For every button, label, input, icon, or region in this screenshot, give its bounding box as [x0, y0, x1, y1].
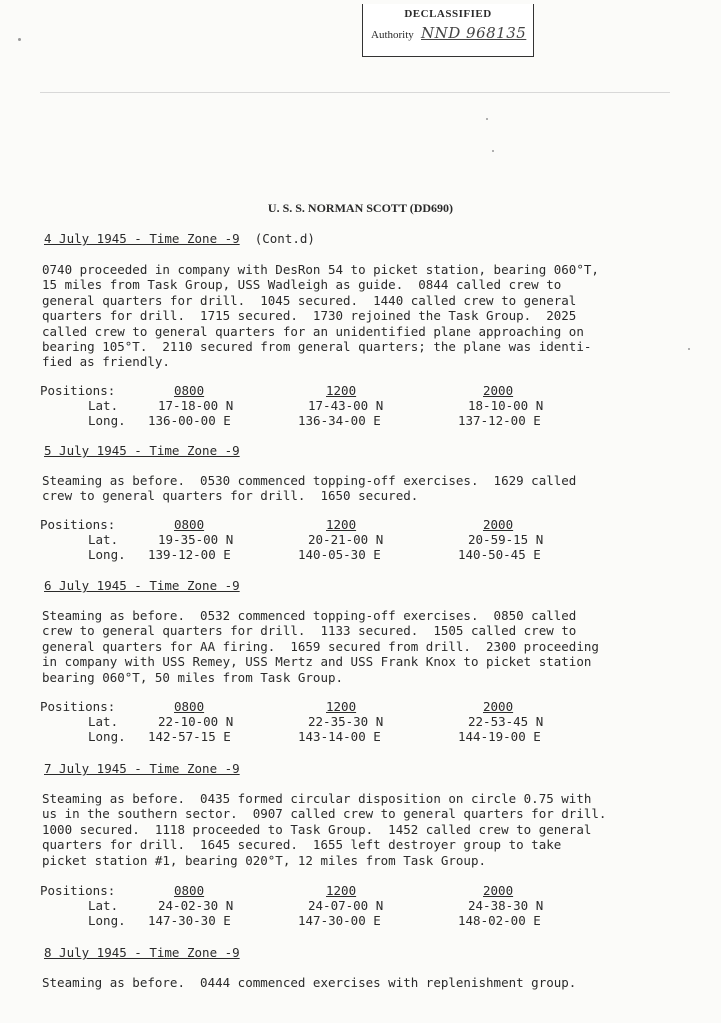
- position-time: 2000: [483, 383, 514, 398]
- positions-label: Positions:: [40, 699, 116, 714]
- scan-speck: [688, 348, 690, 350]
- position-long: 142-57-15 E: [148, 729, 231, 744]
- position-long: 139-12-00 E: [148, 547, 231, 562]
- day-entry: [42, 975, 576, 990]
- scan-speck: [486, 118, 488, 120]
- lat-label: Lat.: [88, 532, 119, 547]
- position-time: 0800: [174, 883, 205, 898]
- long-label: Long.: [88, 413, 126, 428]
- position-time: 2000: [483, 517, 514, 532]
- day-date: 8 July 1945 - Time Zone -9: [44, 945, 240, 960]
- positions-block: [40, 383, 680, 431]
- entry-line: us in the southern sector. 0907 called crew to general quarters for drill.: [42, 806, 607, 822]
- day-heading: [44, 578, 240, 593]
- position-long: 147-30-00 E: [298, 913, 381, 928]
- entry-line: Steaming as before. 0532 commenced topping-off exercises. 0850 called: [42, 608, 577, 623]
- entry-line: crew to general quarters for drill. 1650 secured.: [42, 488, 419, 504]
- day-entry: [42, 608, 599, 685]
- day-heading: [44, 945, 240, 960]
- position-long: 137-12-00 E: [458, 413, 541, 428]
- entry-line: called crew to general quarters for an unidentified plane approaching on: [42, 323, 584, 339]
- position-long: 140-50-45 E: [458, 547, 541, 562]
- lat-label: Lat.: [88, 714, 119, 729]
- position-lat: 22-10-00 N: [158, 714, 234, 729]
- long-label: Long.: [88, 547, 126, 562]
- day-entry: [42, 262, 599, 370]
- position-time: 1200: [326, 699, 357, 714]
- stamp-authority-code: NND 968135: [421, 24, 527, 42]
- position-time: 1200: [326, 383, 357, 398]
- entry-line: bearing 060°T, 50 miles from Task Group.: [42, 669, 344, 685]
- stamp-authority-label: Authority: [371, 29, 414, 41]
- position-time: 2000: [483, 883, 514, 898]
- entry-line: Steaming as before. 0435 formed circular disposition on circle 0.75 with: [42, 791, 592, 806]
- declassified-stamp: [362, 4, 534, 57]
- position-lat: 24-38-30 N: [468, 898, 544, 913]
- position-long: 136-34-00 E: [298, 413, 381, 428]
- position-long: 147-30-30 E: [148, 913, 231, 928]
- day-entry: [42, 791, 606, 868]
- positions-label: Positions:: [40, 383, 116, 398]
- entry-line: Steaming as before. 0530 commenced topping-off exercises. 1629 called: [42, 473, 577, 488]
- document-title: U. S. S. NORMAN SCOTT (DD690): [267, 201, 454, 215]
- entry-line: 0740 proceeded in company with DesRon 54 to picket station, bearing 060°T,: [42, 262, 599, 277]
- scan-artifact: [40, 92, 670, 93]
- entry-line: general quarters for drill. 1045 secured. 1440 called crew to general: [42, 292, 577, 308]
- day-heading: [44, 761, 240, 776]
- position-lat: 24-07-00 N: [308, 898, 384, 913]
- stamp-title: DECLASSIFIED: [404, 8, 492, 20]
- entry-line: 15 miles from Task Group, USS Wadleigh as guide. 0844 called crew to: [42, 277, 562, 293]
- entry-line: bearing 105°T. 2110 secured from general quarters; the plane was identi-: [42, 339, 592, 355]
- lat-label: Lat.: [88, 898, 119, 913]
- entry-line: Steaming as before. 0444 commenced exercises with replenishment group.: [42, 975, 577, 990]
- position-long: 143-14-00 E: [298, 729, 381, 744]
- entry-line: crew to general quarters for drill. 1133 secured. 1505 called crew to: [42, 623, 577, 639]
- positions-block: [40, 699, 680, 747]
- entry-line: in company with USS Remey, USS Mertz and USS Frank Knox to picket station: [42, 654, 592, 670]
- position-lat: 17-43-00 N: [308, 398, 384, 413]
- positions-label: Positions:: [40, 517, 116, 532]
- position-time: 0800: [174, 383, 205, 398]
- day-date: 4 July 1945 - Time Zone -9: [44, 231, 240, 246]
- position-lat: 20-21-00 N: [308, 532, 384, 547]
- entry-line: quarters for drill. 1715 secured. 1730 rejoined the Task Group. 2025: [42, 308, 577, 324]
- entry-line: quarters for drill. 1645 secured. 1655 left destroyer group to take: [42, 837, 562, 853]
- position-time: 0800: [174, 699, 205, 714]
- day-date: 5 July 1945 - Time Zone -9: [44, 443, 240, 458]
- position-lat: 22-35-30 N: [308, 714, 384, 729]
- position-lat: 18-10-00 N: [468, 398, 544, 413]
- lat-label: Lat.: [88, 398, 119, 413]
- day-entry: [42, 473, 576, 504]
- position-time: 1200: [326, 517, 357, 532]
- day-heading: [44, 231, 315, 246]
- scan-speck: [18, 38, 21, 41]
- scan-speck: [492, 150, 494, 152]
- position-lat: 19-35-00 N: [158, 532, 234, 547]
- positions-block: [40, 517, 680, 565]
- long-label: Long.: [88, 729, 126, 744]
- day-date: 6 July 1945 - Time Zone -9: [44, 578, 240, 593]
- day-note: (Cont.d): [254, 231, 315, 246]
- day-date: 7 July 1945 - Time Zone -9: [44, 761, 240, 776]
- position-lat: 17-18-00 N: [158, 398, 234, 413]
- entry-line: general quarters for AA firing. 1659 secured from drill. 2300 proceeding: [42, 638, 599, 654]
- position-time: 2000: [483, 699, 514, 714]
- position-time: 0800: [174, 517, 205, 532]
- entry-line: fied as friendly.: [42, 354, 170, 370]
- entry-line: 1000 secured. 1118 proceeded to Task Group. 1452 called crew to general: [42, 821, 592, 837]
- day-heading: [44, 443, 240, 458]
- entry-line: picket station #1, bearing 020°T, 12 miles from Task Group.: [42, 852, 487, 868]
- position-lat: 20-59-15 N: [468, 532, 544, 547]
- position-lat: 24-02-30 N: [158, 898, 234, 913]
- position-long: 140-05-30 E: [298, 547, 381, 562]
- long-label: Long.: [88, 913, 126, 928]
- positions-block: [40, 883, 680, 931]
- position-time: 1200: [326, 883, 357, 898]
- position-lat: 22-53-45 N: [468, 714, 544, 729]
- position-long: 148-02-00 E: [458, 913, 541, 928]
- positions-label: Positions:: [40, 883, 116, 898]
- position-long: 144-19-00 E: [458, 729, 541, 744]
- position-long: 136-00-00 E: [148, 413, 231, 428]
